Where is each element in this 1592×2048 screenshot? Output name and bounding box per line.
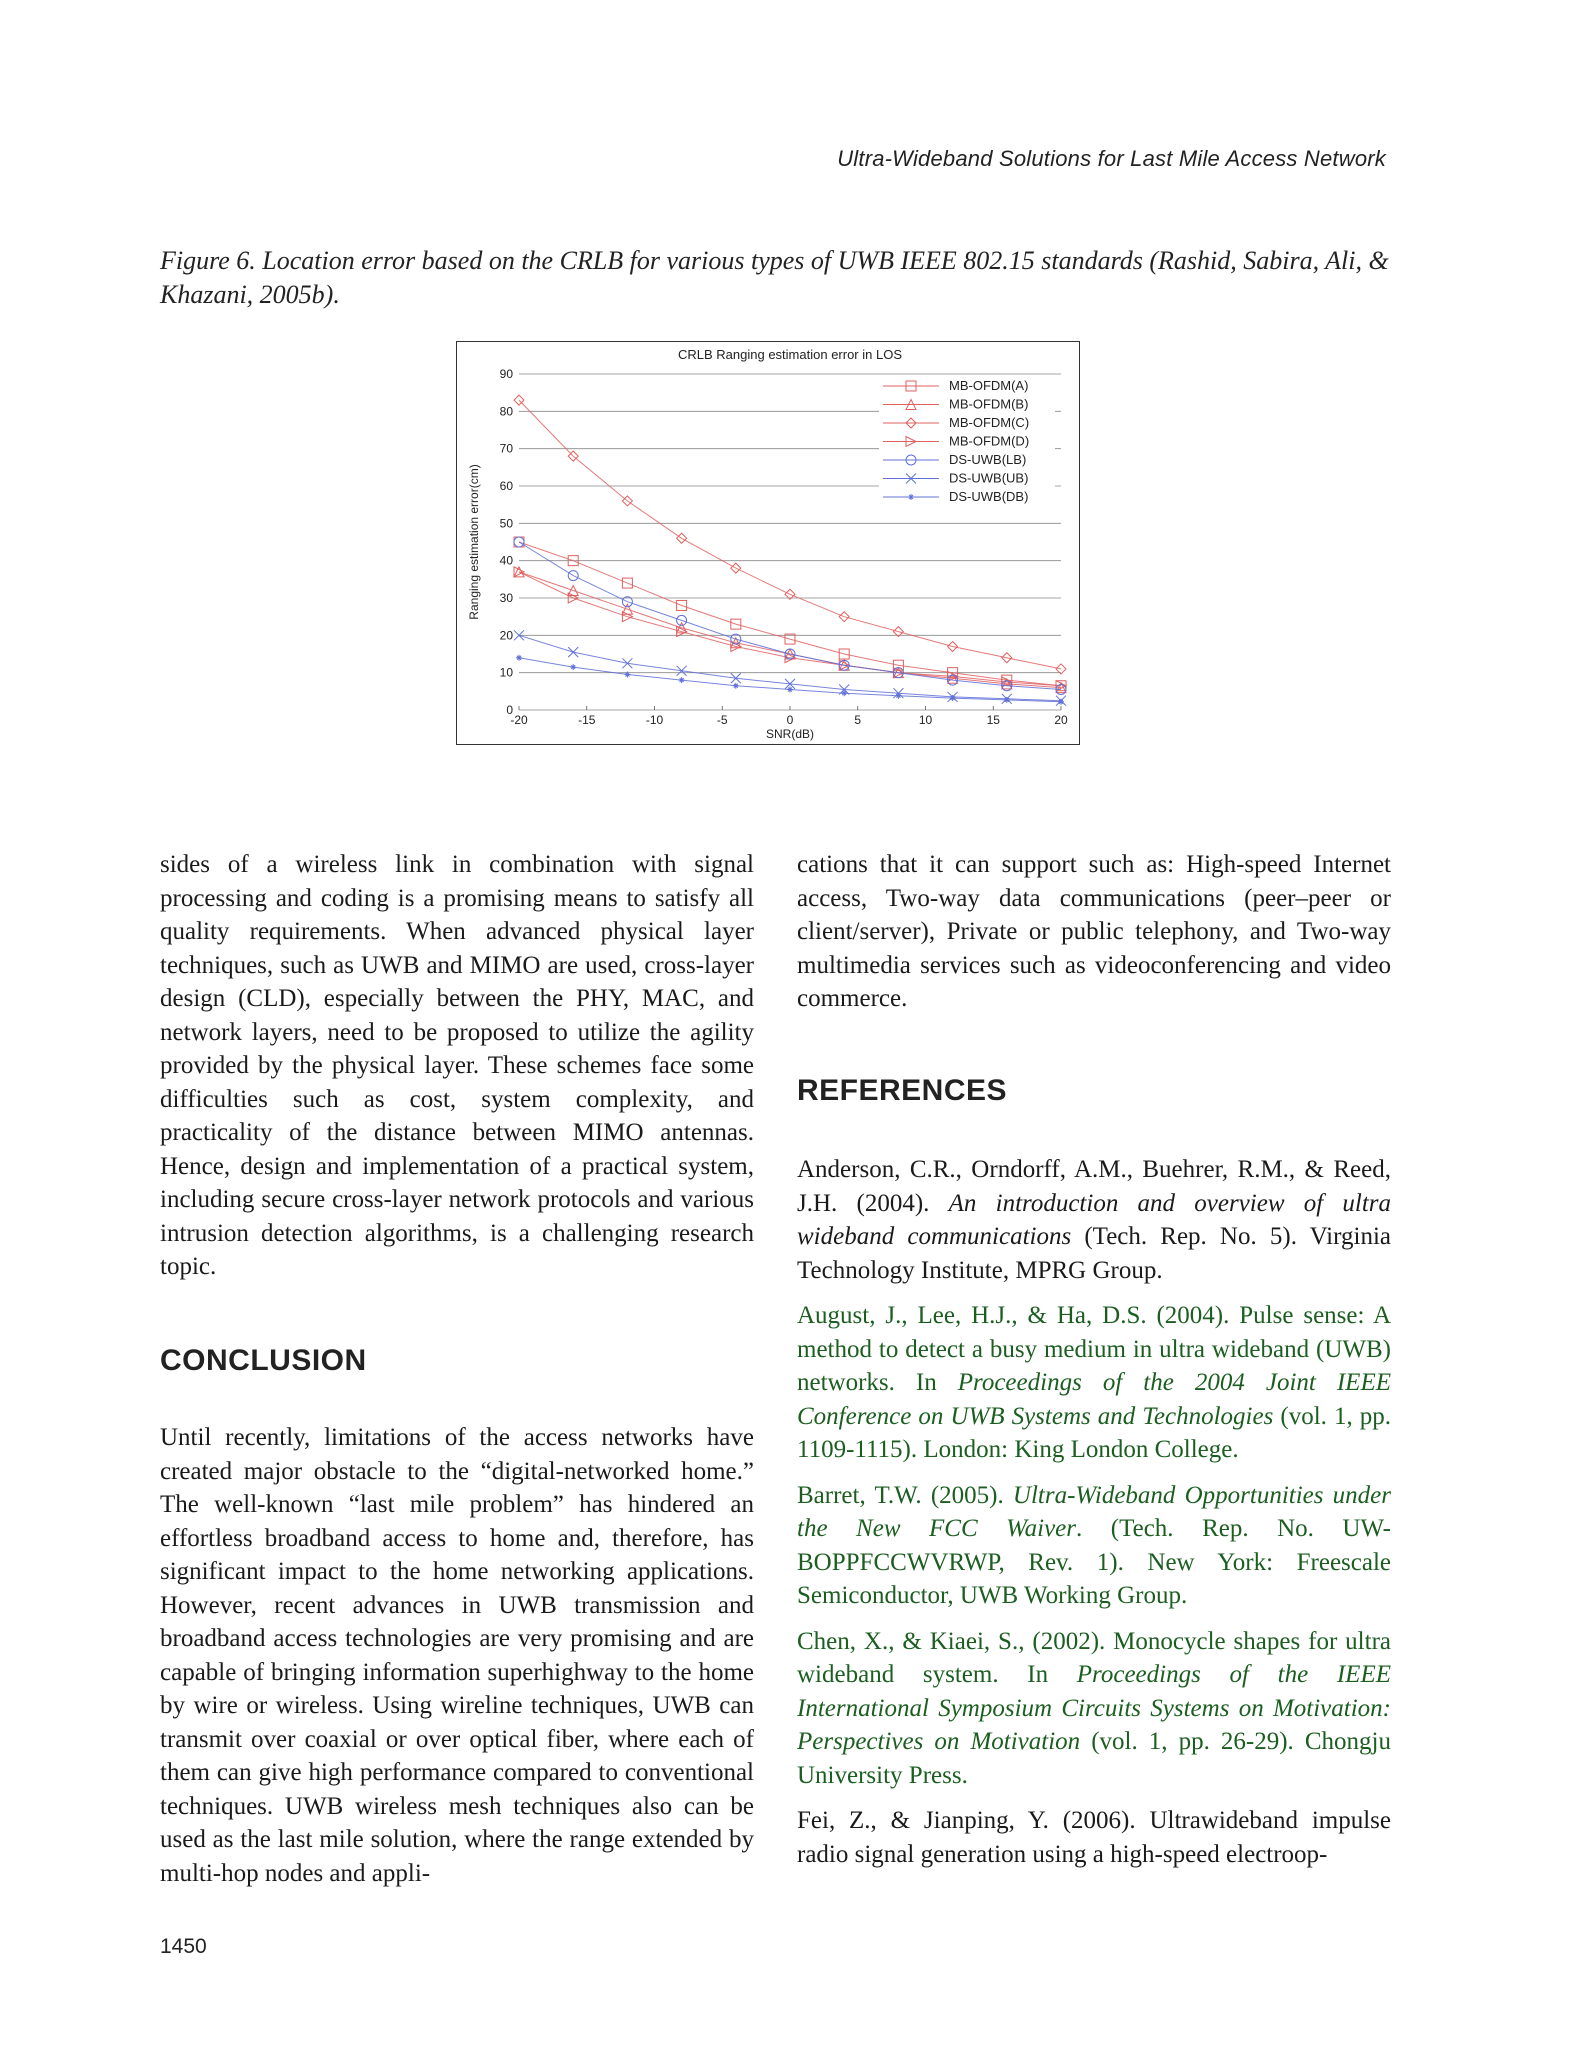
chart-svg bbox=[457, 342, 1078, 743]
legend-label: MB-OFDM(A) bbox=[949, 378, 1029, 393]
reference-item: August, J., Lee, H.J., & Ha, D.S. (2004). Pulse sense: A method to detect a busy medium in ultra wideband (UWB) networks. In Proceedings of the 2004 Joint IEEE Conference on UWB Systems and Technologies (vol. 1, pp. 1109-1115). London: King London College. bbox=[797, 1302, 1391, 1463]
legend-label: MB-OFDM(D) bbox=[949, 433, 1030, 449]
data-point bbox=[787, 686, 793, 692]
data-point bbox=[516, 655, 522, 661]
x-tick-label: 20 bbox=[1054, 713, 1068, 727]
legend-label: DS-UWB(LB) bbox=[949, 452, 1027, 467]
x-tick-label: 5 bbox=[854, 713, 862, 727]
conclusion-paragraph: Until recently, limitations of the access networks have created major obstacle to the “digital-networked home.” The well-known “last mile problem” has hindered an effortless broadband access to home and, therefore, has significant impact to the home networking applications. However, recent advances in UWB transmission and broadband access technologies are very promising and are capable of bringing information superhighway to the home by wire or wireless. Using wireline techniques, UWB can transmit over coaxial or over optical fiber, where each of them can give high performance compared to conventional techniques. UWB wireless mesh techniques also can be used as the last mile solution, where the range extended by multi-hop nodes and appli- bbox=[160, 1424, 754, 1887]
legend-label: MB-OFDM(C) bbox=[949, 415, 1030, 430]
x-axis-label: SNR(dB) bbox=[765, 727, 815, 741]
x-tick-label: -20 bbox=[510, 713, 528, 727]
y-tick-label: 0 bbox=[506, 703, 513, 717]
x-tick-label: 10 bbox=[918, 713, 933, 727]
legend-label: DS-UWB(DB) bbox=[949, 489, 1029, 504]
x-tick-label: -5 bbox=[716, 713, 728, 727]
x-tick-label: 15 bbox=[986, 713, 1000, 727]
body-paragraph-continued: cations that it can support such as: High-speed Internet access, Two-way data communications (peer–peer or client/server), Private or public telephony, and Two-way multimedia services such as videoconferencing and video commerce. bbox=[797, 851, 1391, 1012]
y-tick-label: 30 bbox=[499, 591, 513, 605]
reference-item: Chen, X., & Kiaei, S., (2002). Monocycle shapes for ultra wideband system. In Proceedings of the IEEE International Symposium Circuits Systems on Motivation: Perspectives on Motivation (vol. 1, pp. 26-29). Chongju University Press. bbox=[797, 1627, 1391, 1789]
right-column bbox=[797, 848, 1391, 1883]
reference-item: Fei, Z., & Jianping, Y. (2006). Ultrawideband impulse radio signal generation using a high-speed electroop- bbox=[797, 1807, 1391, 1868]
data-point bbox=[514, 567, 524, 577]
y-tick-label: 40 bbox=[499, 553, 513, 568]
figure-caption: Figure 6. Location error based on the CRLB for various types of UWB IEEE 802.15 standards (Rashid, Sabira, Ali, & Khazani, 2005b). bbox=[160, 246, 1389, 309]
data-point bbox=[733, 683, 739, 689]
y-tick-label: 80 bbox=[499, 404, 513, 419]
y-tick-label: 70 bbox=[499, 441, 513, 456]
y-tick-label: 50 bbox=[499, 516, 513, 531]
y-tick-label: 60 bbox=[499, 479, 513, 493]
x-tick-label: 0 bbox=[786, 713, 794, 727]
y-tick-label: 10 bbox=[499, 665, 513, 680]
y-axis-label: Ranging estimation error(cm) bbox=[467, 464, 481, 620]
x-tick-label: -10 bbox=[645, 713, 664, 727]
chart-title: CRLB Ranging estimation error in LOS bbox=[678, 347, 902, 362]
data-point bbox=[679, 677, 685, 683]
left-column bbox=[160, 848, 754, 1890]
chart bbox=[456, 341, 1080, 745]
reference-list bbox=[797, 1153, 1391, 1871]
data-point bbox=[570, 664, 576, 670]
reference-item: Barret, T.W. (2005). Ultra-Wideband Opportunities under the New FCC Waiver. (Tech. Rep. No. UW-BOPPFCCWVRWP, Rev. 1). New York: Freescale Semiconductor, UWB Working Group. bbox=[797, 1481, 1391, 1609]
conclusion-heading: CONCLUSION bbox=[160, 1343, 367, 1377]
data-point bbox=[1058, 699, 1064, 705]
y-tick-label: 20 bbox=[499, 628, 513, 643]
series-line-4 bbox=[519, 542, 1061, 690]
data-point bbox=[514, 567, 524, 577]
running-header: Ultra-Wideband Solutions for Last Mile Access Network bbox=[837, 146, 1386, 171]
y-tick-label: 90 bbox=[499, 367, 513, 381]
reference-item: Anderson, C.R., Orndorff, A.M., Buehrer, R.M., & Reed, J.H. (2004). An introduction and overview of ultra wideband communications (Tech. Rep. No. 5). Virginia Technology Institute, MPRG Group. bbox=[797, 1156, 1391, 1284]
data-point bbox=[950, 695, 956, 701]
x-tick-label: -15 bbox=[578, 713, 596, 727]
page-number: 1450 bbox=[160, 1935, 207, 1958]
references-heading: REFERENCES bbox=[797, 1073, 1008, 1107]
data-point bbox=[1004, 697, 1010, 703]
legend-label: MB-OFDM(B) bbox=[949, 396, 1029, 412]
series-line-6 bbox=[519, 658, 1061, 702]
body-paragraph: sides of a wireless link in combination with signal processing and coding is a promising means to satisfy all quality requirements. When advanced physical layer techniques, such as UWB and MIMO are used, cross-layer design (CLD), especially between the PHY, MAC, and network layers, need to be proposed to utilize the agility provided by the physical layer. These schemes face some difficulties such as cost, system complexity, and practicality of the distance between MIMO antennas. Hence, design and implementation of a practical system, including secure cross-layer network protocols and various intrusion detection algorithms, is a challenging research topic. bbox=[160, 851, 754, 1280]
series-line-0 bbox=[519, 542, 1061, 686]
data-point bbox=[568, 647, 578, 657]
legend-label: DS-UWB(UB) bbox=[949, 470, 1029, 486]
